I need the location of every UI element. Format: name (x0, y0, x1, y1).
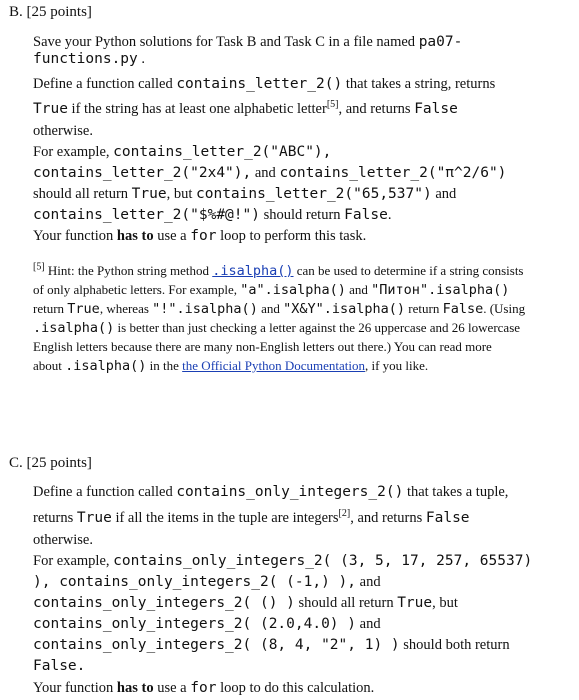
text: Your function (33, 680, 117, 696)
text: loop to perform this task. (216, 228, 367, 244)
code-true: True (76, 510, 112, 526)
code-false: False. (33, 658, 86, 674)
text: , and returns (338, 101, 415, 117)
emphasis: has to (116, 228, 154, 244)
filename-part1: pa07- (418, 34, 463, 50)
code-true: True (33, 101, 68, 117)
b-p1-line2 (33, 100, 458, 119)
b-p1-line1 (33, 75, 495, 94)
text: and (356, 616, 381, 632)
text: , and returns (350, 510, 426, 526)
c-p2-line2 (33, 573, 381, 592)
code-false: False (414, 101, 458, 117)
code-false: False (425, 510, 470, 526)
save-text-end: . (137, 51, 146, 67)
code-example: .isalpha() (65, 358, 147, 374)
c-p1-line1 (33, 483, 508, 502)
code-example: "!".isalpha() (152, 301, 258, 317)
text: , but (166, 186, 196, 202)
text: Hint: the Python string method (44, 263, 213, 278)
section-b-heading: B. [25 points] (9, 4, 92, 20)
text: and (251, 165, 280, 181)
text: can be used to determine if a string consists (293, 263, 524, 278)
code-function-name: contains_only_integers_2() (176, 484, 404, 500)
text: , if you like. (364, 358, 429, 373)
code-example: contains_only_integers_2( (8, 4, "2", 1) ) (33, 637, 400, 653)
text: Your function (33, 228, 117, 244)
code-false: False (442, 301, 484, 317)
b-p2-line2 (33, 164, 506, 183)
text: , but (432, 595, 458, 611)
code-true: True (131, 186, 167, 202)
text: should all return (294, 595, 398, 611)
save-text: Save your Python solutions for Task B and Task C in a file named (33, 34, 419, 50)
text: return (33, 301, 68, 316)
text: should all return (33, 186, 132, 202)
footnote-line3 (33, 299, 525, 319)
text: should return (259, 207, 345, 223)
code-true: True (397, 595, 433, 611)
footnote-line1 (33, 261, 524, 281)
code-example: contains_only_integers_2( (2.0,4.0) ) (33, 616, 357, 632)
text: return (405, 301, 443, 316)
text: and (431, 186, 457, 202)
text: and (257, 301, 284, 316)
code-example: contains_only_integers_2( (3, 5, 17, 257, 65537) (113, 553, 533, 569)
isalpha-link[interactable]: .isalpha() (212, 263, 294, 279)
code-for: for (190, 228, 217, 244)
b-p2-line1 (33, 143, 331, 162)
code-example: contains_letter_2("π^2/6") (279, 165, 507, 181)
code-example: contains_letter_2("65,537") (196, 186, 432, 202)
text: For example, (33, 144, 114, 160)
code-example: contains_letter_2("2x4"), (33, 165, 252, 181)
text: and (356, 574, 381, 590)
filename-part2: functions.py (33, 51, 138, 67)
footnote-line4 (33, 318, 520, 338)
python-docs-link[interactable]: the Official Python Documentation (182, 358, 365, 373)
code-example: "Питон".isalpha() (371, 282, 510, 298)
footnote-line2 (33, 280, 509, 300)
c-p2-line1 (33, 552, 532, 571)
code-example: "a".isalpha() (240, 282, 346, 298)
text: if all the items in the tuple are integers (111, 510, 339, 526)
c-p1-line2 (33, 509, 470, 528)
text: . (Using (483, 301, 526, 316)
footnote-ref[interactable]: [2] (338, 508, 351, 520)
c-p2-line6 (33, 657, 85, 676)
text: Define a function called (33, 76, 177, 92)
c-p1-line3: otherwise. (33, 532, 93, 548)
code-example: contains_letter_2("$%#@!") (33, 207, 260, 223)
text: and (345, 282, 372, 297)
code-false: False (344, 207, 388, 223)
code-example: "X&Y".isalpha() (283, 301, 406, 317)
c-p3 (33, 679, 374, 698)
c-p2-line4 (33, 615, 381, 634)
b-p2-line4 (33, 206, 391, 225)
save-instruction-cont (33, 50, 145, 69)
code-function-name: contains_letter_2() (176, 76, 343, 92)
code-example: .isalpha() (33, 320, 115, 336)
footnote-ref[interactable]: [5] (326, 99, 339, 111)
text: use a (153, 680, 191, 696)
text: is better than just checking a letter against the 26 uppercase and 26 lowercase (114, 320, 521, 335)
b-p1-line3: otherwise. (33, 123, 93, 139)
code-for: for (190, 680, 217, 696)
footnote-line6 (33, 356, 428, 376)
text: loop to do this calculation. (216, 680, 375, 696)
code-example: ), contains_only_integers_2( (-1,) ), (33, 574, 357, 590)
code-example: contains_only_integers_2( () ) (33, 595, 295, 611)
text: . (387, 207, 392, 223)
emphasis: has to (116, 680, 154, 696)
footnote-line5: English letters because there are many non-English letters out there.) You can read more (33, 339, 492, 354)
footnote-marker: [5] (33, 261, 45, 273)
c-p2-line3 (33, 594, 458, 613)
text: should both return (399, 637, 510, 653)
text: if the string has at least one alphabetic letter (67, 101, 327, 117)
text: Define a function called (33, 484, 177, 500)
text: that takes a string, returns (342, 76, 496, 92)
text: returns (33, 510, 77, 526)
code-true: True (67, 301, 100, 317)
c-p2-line5 (33, 636, 510, 655)
text: of only alphabetic letters. For example, (33, 282, 241, 297)
text: in the (146, 358, 183, 373)
text: For example, (33, 553, 114, 569)
b-p2-line3 (33, 185, 456, 204)
text: use a (153, 228, 191, 244)
text: that takes a tuple, (403, 484, 509, 500)
section-c-heading: C. [25 points] (9, 455, 92, 471)
text: about (33, 358, 66, 373)
code-example: contains_letter_2("ABC"), (113, 144, 332, 160)
b-p3 (33, 227, 366, 246)
text: , whereas (99, 301, 153, 316)
